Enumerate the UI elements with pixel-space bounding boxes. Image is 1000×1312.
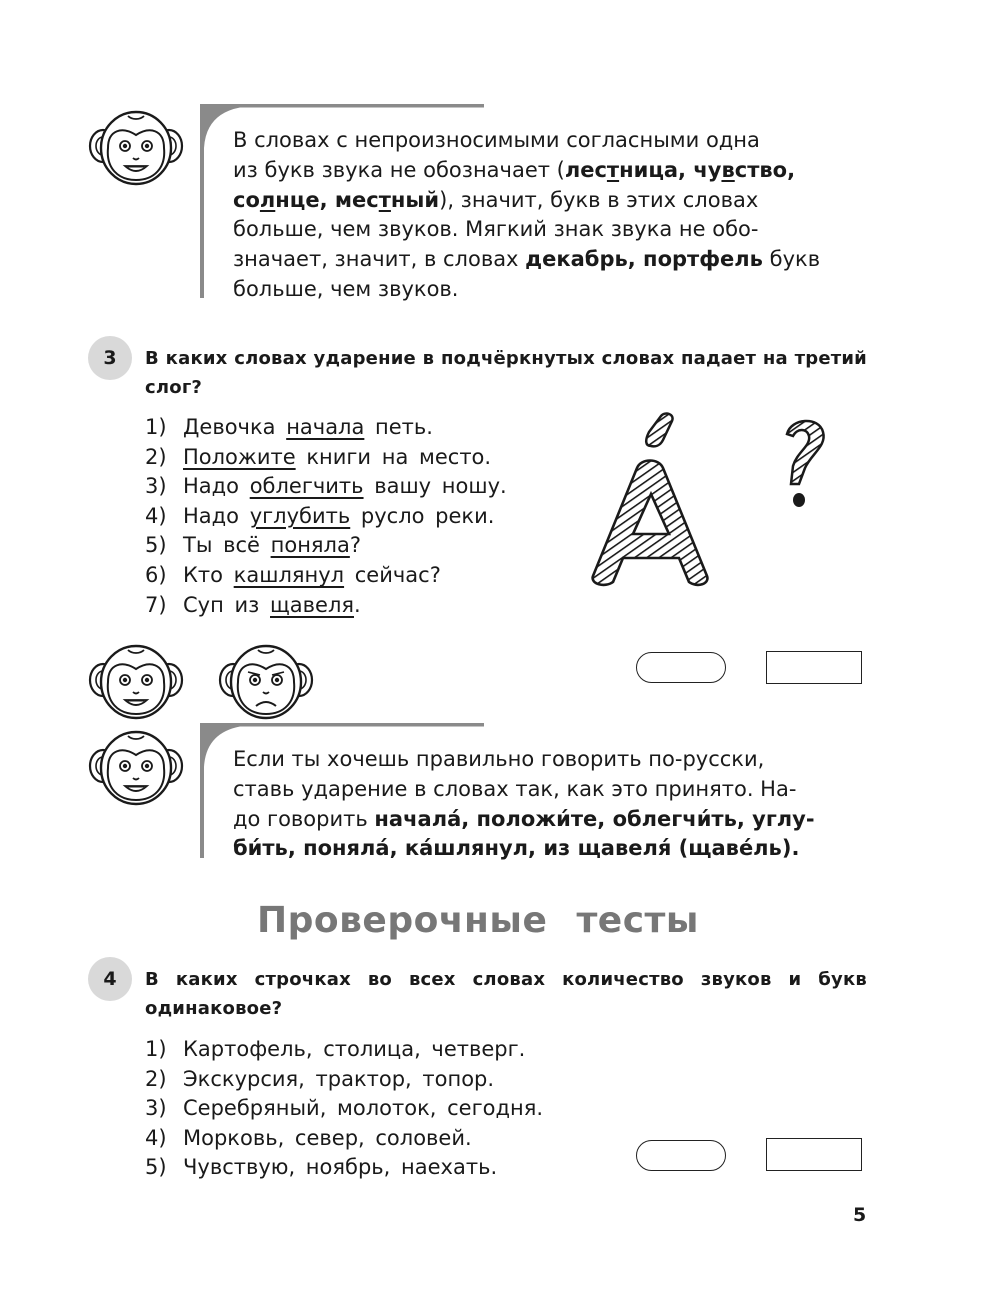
- list-item: 3) Надо облегчить вашу ношу.: [145, 474, 507, 499]
- list-item: 4) Морковь, север, соловей.: [145, 1125, 472, 1150]
- list-item: 1) Девочка начала петь.: [145, 415, 433, 439]
- task-number-badge: 4: [88, 957, 132, 1001]
- rule-text-silent-consonants: В словах с непроизносимыми согласными одна из букв звука не обозначает (лестница, чувство, солнце, местный), значит, букв в этих словах больше, чем звуков. Мягкий знак звука не обо- значает, значит, в словах декабрь, портфель букв больше, чем звуков.: [233, 128, 821, 301]
- task-question: В каких словах ударение в подчёркнутых словах падает на третий слог?: [145, 348, 867, 398]
- answer-box-field[interactable]: [766, 651, 862, 684]
- happy-monkey-icon: [88, 108, 184, 188]
- answer-oval-field[interactable]: [636, 652, 726, 683]
- list-item: 2) Положите книги на место.: [145, 444, 492, 469]
- task4-options: [145, 1035, 543, 1183]
- answer-oval-field[interactable]: [636, 1140, 726, 1171]
- task-number-badge: 3: [88, 336, 132, 380]
- list-item: 2) Экскурсия, трактор, топор.: [145, 1066, 495, 1091]
- list-item: 1) Картофель, столица, четверг.: [145, 1037, 526, 1061]
- sad-monkey-icon: [218, 642, 314, 722]
- page-number: 5: [853, 1204, 867, 1226]
- answer-box-field[interactable]: [766, 1138, 862, 1171]
- rule-text-stress: Если ты хочешь правильно говорить по-русски, ставь ударение в словах так, как это принято. На- до говорить начала́, положи́те, облегчи́ть, углу- би́ть, поняла́, ка́шлянул, из щавеля́ (щаве́ль).: [233, 747, 815, 861]
- task3-options: [145, 413, 507, 620]
- stressed-letter-a-illustration: [585, 412, 845, 592]
- list-item: 6) Кто кашлянул сейчас?: [145, 562, 441, 587]
- list-item: 5) Ты всё поняла?: [145, 533, 361, 558]
- happy-monkey-icon: [88, 728, 184, 808]
- list-item: 3) Серебряный, молоток, сегодня.: [145, 1096, 544, 1121]
- happy-monkey-icon: [88, 642, 184, 722]
- list-item: 5) Чувствую, ноябрь, наехать.: [145, 1155, 498, 1180]
- list-item: 4) Надо углубить русло реки.: [145, 503, 495, 528]
- list-item: 7) Суп из щавеля.: [145, 592, 361, 617]
- task-question: В каких строчках во всех словах количество звуков и букв одинаковое?: [145, 969, 867, 1019]
- section-title: Проверочные тесты: [257, 900, 699, 941]
